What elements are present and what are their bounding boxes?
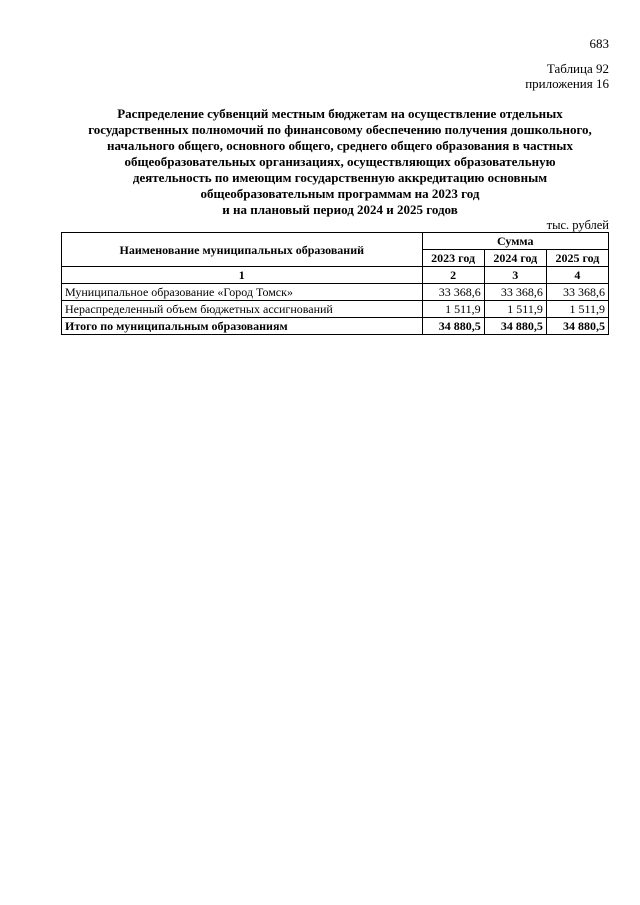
header-year-2025: 2025 год	[546, 250, 608, 267]
column-number: 2	[422, 267, 484, 284]
municipality-name: Муниципальное образование «Город Томск»	[62, 284, 423, 301]
page-number: 683	[589, 36, 609, 51]
value-2025: 1 511,9	[546, 301, 608, 318]
title-line: общеобразовательных организациях, осуществляющих образовательную	[124, 154, 556, 169]
municipality-name: Нераспределенный объем бюджетных ассигнований	[62, 301, 423, 318]
table-row	[62, 284, 609, 301]
column-number-row	[62, 267, 609, 284]
header-year-2023: 2023 год	[422, 250, 484, 267]
value-2024: 33 368,6	[484, 284, 546, 301]
header-year-2024: 2024 год	[484, 250, 546, 267]
value-2024: 1 511,9	[484, 301, 546, 318]
header-municipality-name: Наименование муниципальных образований	[62, 233, 423, 267]
table-row	[62, 301, 609, 318]
subvention-table	[61, 232, 609, 335]
header-sum: Сумма	[422, 233, 608, 250]
title-line: Распределение субвенций местным бюджетам на осуществление отдельных	[117, 106, 563, 121]
title-line: общеобразовательным программам на 2023 год	[200, 186, 480, 201]
value-2025: 33 368,6	[546, 284, 608, 301]
table-reference	[525, 61, 609, 91]
value-2023: 33 368,6	[422, 284, 484, 301]
column-number: 1	[62, 267, 423, 284]
appendix-number: приложения 16	[525, 76, 609, 91]
column-number: 3	[484, 267, 546, 284]
column-number: 4	[546, 267, 608, 284]
total-2024: 34 880,5	[484, 318, 546, 335]
total-2023: 34 880,5	[422, 318, 484, 335]
total-label: Итого по муниципальным образованиям	[62, 318, 423, 335]
header-row	[62, 233, 609, 250]
document-title	[40, 106, 640, 218]
units-label: тыс. рублей	[546, 218, 609, 232]
total-row	[62, 318, 609, 335]
value-2023: 1 511,9	[422, 301, 484, 318]
table-number: Таблица 92	[546, 61, 609, 76]
title-line: деятельность по имеющим государственную аккредитацию основным	[132, 170, 548, 185]
title-line: и на плановый период 2024 и 2025 годов	[222, 202, 458, 217]
total-2025: 34 880,5	[546, 318, 608, 335]
title-line: начального общего, основного общего, среднего общего образования в частных	[107, 138, 573, 153]
title-line: государственных полномочий по финансовому обеспечению получения дошкольного,	[88, 122, 592, 137]
